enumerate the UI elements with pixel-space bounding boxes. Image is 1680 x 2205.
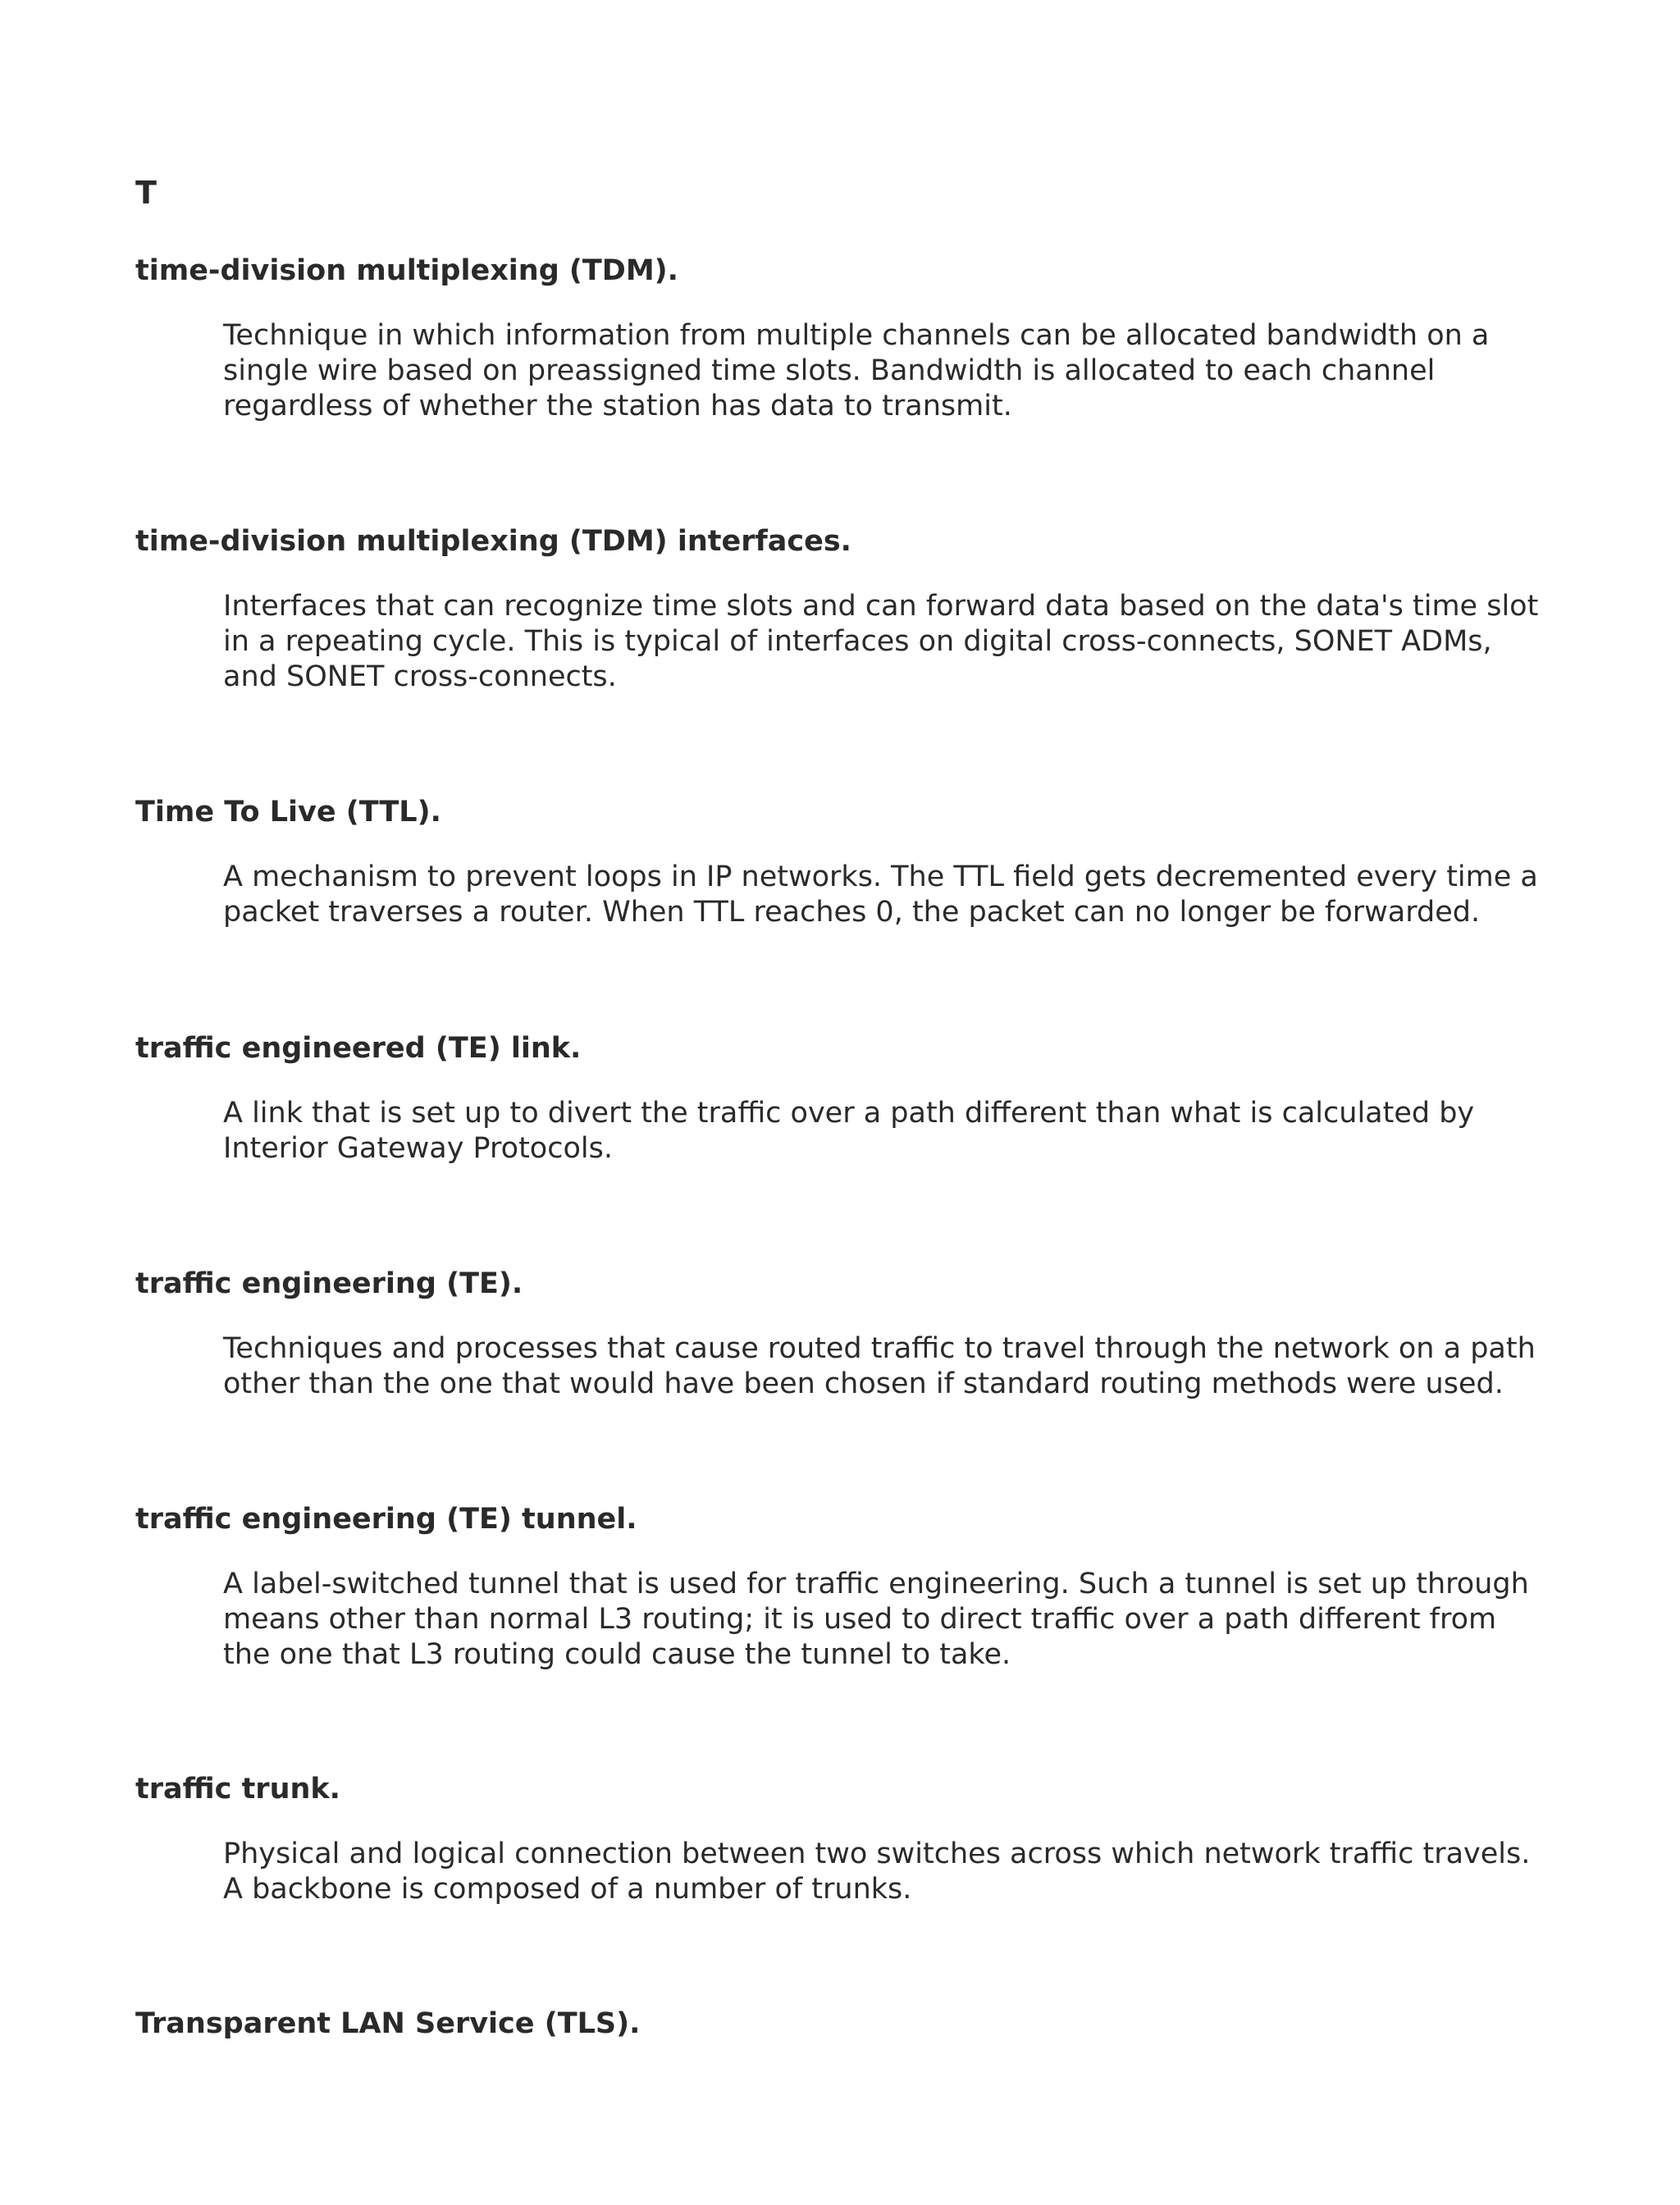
definition-line: A link that is set up to divert the traffic over a path different than what is calculated by: [223, 1097, 1475, 1130]
glossary-definition: [223, 1096, 1552, 1166]
glossary-term: time-division multiplexing (TDM).: [135, 254, 678, 287]
definition-line: Physical and logical connection between two switches across which network traffic travels.: [223, 1838, 1531, 1870]
definition-line: A backbone is composed of a number of trunks.: [223, 1873, 912, 1906]
definition-line: and SONET cross-connects.: [223, 660, 617, 693]
definition-line: Interfaces that can recognize time slots and can forward data based on the data's time slot: [223, 590, 1539, 623]
definition-line: Interior Gateway Protocols.: [223, 1132, 613, 1165]
definition-line: A label-switched tunnel that is used for traffic engineering. Such a tunnel is set up through: [223, 1568, 1529, 1600]
glossary-definition: [223, 589, 1552, 695]
definition-line: Techniques and processes that cause routed traffic to travel through the network on a path: [223, 1332, 1536, 1365]
glossary-term: traffic trunk.: [135, 1773, 340, 1806]
glossary-definition: [223, 1331, 1552, 1402]
glossary-term: traffic engineering (TE).: [135, 1267, 523, 1300]
glossary-term: traffic engineered (TE) link.: [135, 1032, 582, 1065]
definition-line: in a repeating cycle. This is typical of interfaces on digital cross-connects, SONET ADMs,: [223, 625, 1492, 658]
glossary-definition: [223, 860, 1552, 930]
glossary-term: traffic engineering (TE) tunnel.: [135, 1503, 637, 1536]
glossary-definition: [223, 1837, 1552, 1907]
definition-line: single wire based on preassigned time slots. Bandwidth is allocated to each channel: [223, 354, 1436, 387]
glossary-term: Transparent LAN Service (TLS).: [135, 2007, 641, 2040]
definition-line: Technique in which information from multiple channels can be allocated bandwidth on a: [223, 319, 1490, 352]
definition-line: the one that L3 routing could cause the tunnel to take.: [223, 1638, 1011, 1671]
definition-line: A mechanism to prevent loops in IP networks. The TTL field gets decremented every time a: [223, 861, 1538, 893]
glossary-term: Time To Live (TTL).: [135, 796, 441, 829]
definition-line: other than the one that would have been chosen if standard routing methods were used.: [223, 1367, 1504, 1400]
glossary-term: time-division multiplexing (TDM) interfaces.: [135, 525, 851, 558]
glossary-definition: [223, 318, 1552, 424]
definition-line: means other than normal L3 routing; it is used to direct traffic over a path different from: [223, 1603, 1497, 1636]
glossary-definition: [223, 1567, 1552, 1673]
definition-line: regardless of whether the station has data to transmit.: [223, 390, 1012, 422]
definition-line: packet traverses a router. When TTL reaches 0, the packet can no longer be forwarded.: [223, 896, 1481, 929]
section-letter-heading: T: [135, 175, 157, 211]
